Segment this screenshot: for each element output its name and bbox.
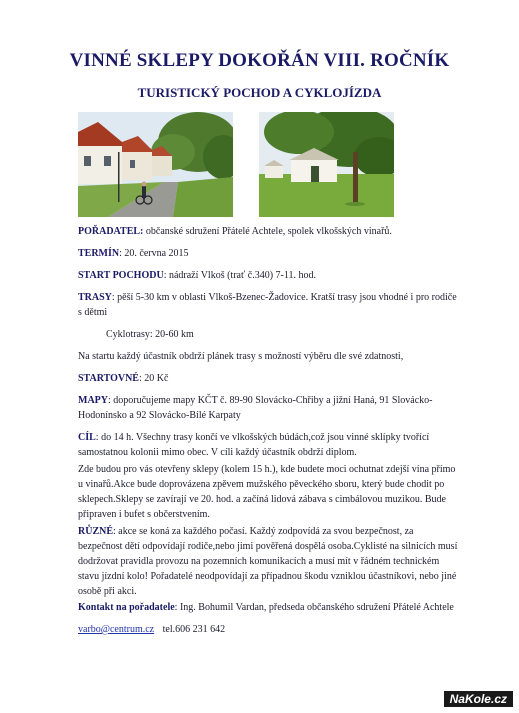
misc-label: RŮZNÉ [78, 526, 114, 537]
wine-cellar-photo [259, 112, 394, 217]
contact-details [78, 622, 458, 637]
watermark-logo: NaKole.cz [444, 691, 513, 707]
start-paragraph [78, 268, 458, 283]
cycle-routes: Cyklotrasy: 20-60 km [106, 329, 194, 340]
cellars-paragraph: Zde budou pro vás otevřeny sklepy (kolem 15 h.), kde budete moci ochutnat zdejší vína přímo u vinařů.Akce bude doprovázena zpěvem mužského pěveckého sboru, který bude chodit po sklepech.Sklepy se zavírají ve 20. hod. a začíná lidová zábava s cimbálovou muzikou. Bude připraven i bufet s občerstvením. [78, 464, 456, 520]
contact-label: Kontakt na pořadatele [78, 602, 175, 613]
routes-text: : pěší 5-30 km v oblasti Vlkoš-Bzenec-Žadovice. Kratší trasy jsou vhodné i pro rodiče s dětmi [78, 292, 457, 318]
contact-text: : Ing. Bohumil Vardan, předseda občanského sdružení Přátelé Achtele [174, 602, 454, 613]
misc-paragraph [78, 524, 458, 599]
date-paragraph [78, 246, 458, 261]
page-title: VINNÉ SKLEPY DOKOŘÁN VIII. ROČNÍK [69, 50, 450, 71]
finish-text: : do 14 h. Všechny trasy končí ve vlkošských búdách,což jsou vinné sklípky tvořící samostatnou kolonii mimo obec. V cíli každý účastník obdrží diplom. [78, 432, 430, 458]
maps-paragraph [78, 393, 458, 423]
fee-label: STARTOVNÉ [78, 373, 139, 384]
contact-paragraph [78, 600, 478, 615]
date-label: TERMÍN [78, 248, 120, 259]
phone-text: tel.606 231 642 [162, 624, 226, 635]
maps-label: MAPY [78, 395, 108, 406]
organizer-paragraph [78, 224, 458, 239]
fee-paragraph [78, 371, 458, 386]
start-info-paragraph: Na startu každý účastník obdrží plánek trasy s možností výběru dle své zdatnosti, [78, 351, 404, 362]
page-subtitle: TURISTICKÝ POCHOD A CYKLOJÍZDA [137, 85, 382, 100]
routes-label: TRASY [78, 292, 112, 303]
misc-text: : akce se koná za každého počasí. Každý zodpovídá za svou bezpečnost, za bezpečnost dětí odpovídají rodiče,nebo jimi pověřená dospělá osoba.Cyklisté na silnicích musí dodržovat pravidla provozu na pozemních komunikacích a musí mít v řádném technickém stavu jízdní kolo! Pořadatelé neodpovídají za případnou škodu vzniklou účastníkovi, nebo jiné osobě při akci. [78, 526, 458, 597]
start-label: START POCHODU [78, 270, 164, 281]
organizer-text: občanské sdružení Přátelé Achtele, spolek vlkošských vinařů. [143, 226, 392, 237]
date-text: : 20. června 2015 [119, 248, 189, 259]
finish-paragraph [78, 430, 458, 460]
start-text: : nádraží Vlkoš (trať č.340) 7-11. hod. [163, 270, 316, 281]
organizer-label: POŘADATEL: [78, 226, 144, 237]
fee-text: : 20 Kč [138, 373, 169, 384]
email-link[interactable]: varbo@centrum.cz [78, 624, 155, 635]
routes-paragraph [78, 290, 458, 320]
finish-label: CÍL [78, 432, 96, 443]
maps-text: : doporučujeme mapy KČT č. 89-90 Slovácko-Chřiby a jižní Haná, 91 Slovácko-Hodonínsko a 92 Slovácko-Bílé Karpaty [78, 395, 433, 421]
village-street-photo [78, 112, 233, 217]
